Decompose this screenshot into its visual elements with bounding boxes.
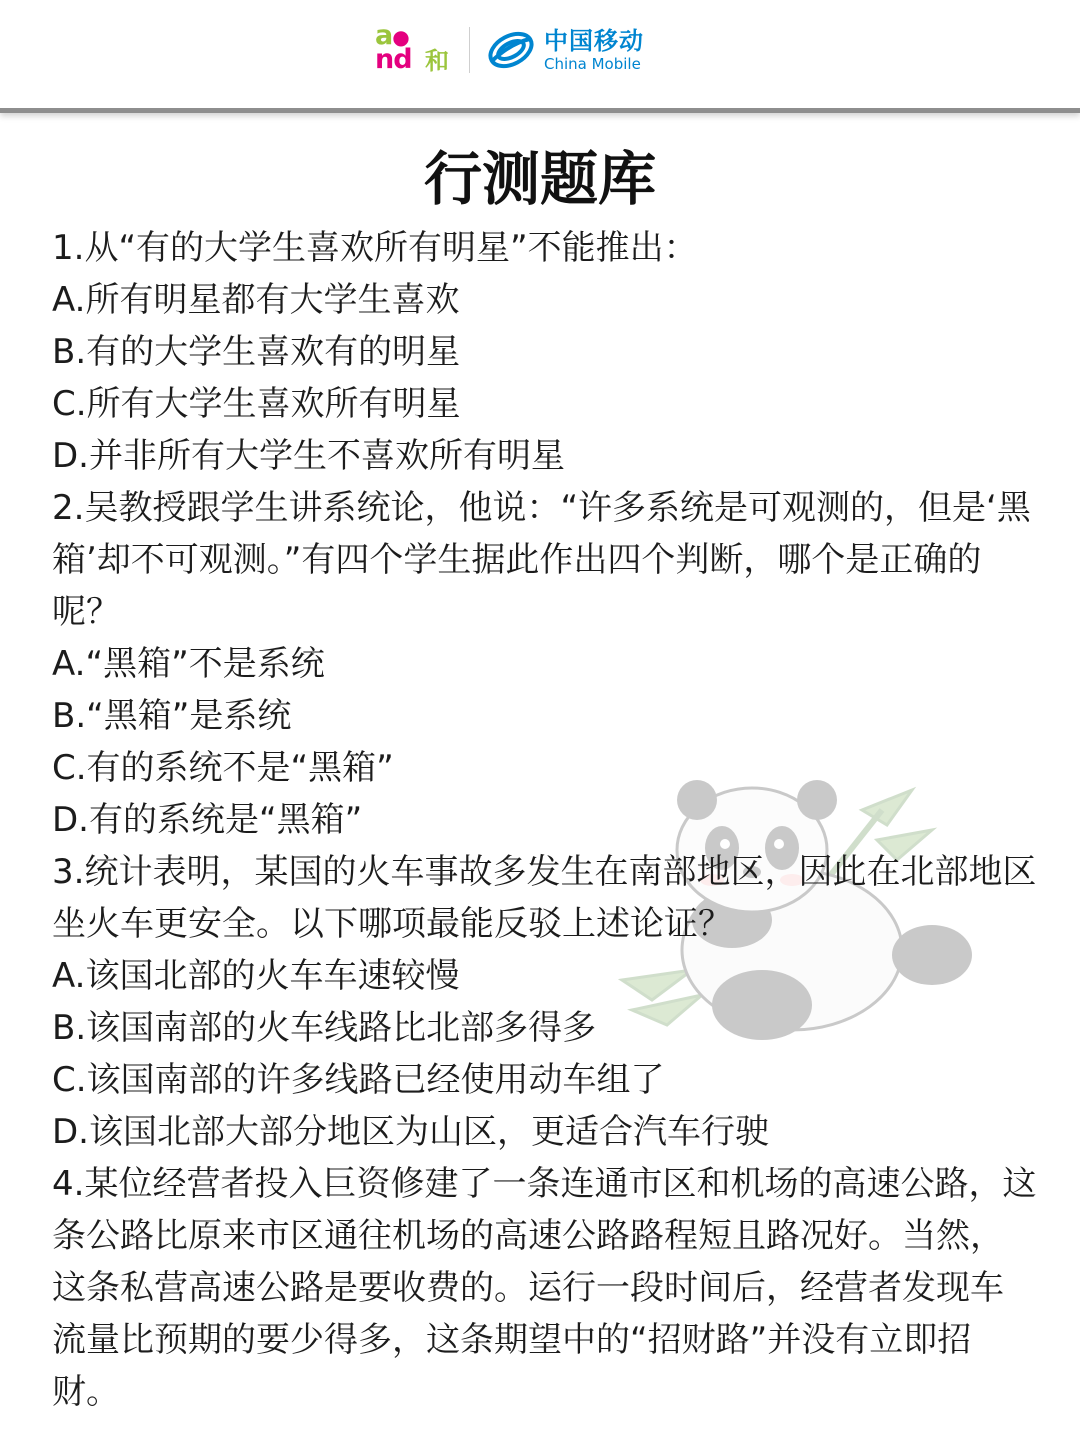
and-logo-text: a●	[375, 20, 409, 51]
option-d: D.有的系统是“黑箱”	[52, 800, 363, 840]
he-logo-text: 和	[425, 47, 449, 75]
question-stem: 3.统计表明，某国的火车事故多发生在南部地区，因此在北部地区坐火车更安全。以下哪项最能反驳上述论证？	[52, 852, 1037, 944]
option-b: B.该国南部的火车线路比北部多得多	[52, 1008, 597, 1048]
china-mobile-logo-icon	[486, 25, 536, 75]
question-stem: 2.吴教授跟学生讲系统论，他说：“许多系统是可观测的，但是‘黑箱’却不可观测。”有四个学生据此作出四个判断，哪个是正确的呢？	[52, 488, 1031, 632]
china-mobile-wordmark	[544, 26, 644, 73]
china-mobile-zh: 中国移动	[544, 26, 644, 55]
option-b: B.“黑箱”是系统	[52, 696, 292, 736]
option-d: D.并非所有大学生不喜欢所有明星	[52, 436, 565, 476]
option-d: D.该国北部大部分地区为山区，更适合汽车行驶	[52, 1112, 769, 1152]
question-stem: 4.某位经营者投入巨资修建了一条连通市区和机场的高速公路，这条公路比原来市区通往机场的高速公路路程短且路况好。当然，这条私营高速公路是要收费的。运行一段时间后，经营者发现车流量比预期的要少得多，这条期望中的“招财路”并没有立即招财。	[52, 1164, 1037, 1412]
question-stem: 1.从“有的大学生喜欢所有明星”不能推出：	[52, 228, 698, 268]
page-title: 行测题库	[423, 145, 656, 213]
brand-logos	[375, 22, 644, 78]
option-b: B.有的大学生喜欢有的明星	[52, 332, 461, 372]
option-c: C.所有大学生喜欢所有明星	[52, 384, 461, 424]
option-a: A.“黑箱”不是系统	[52, 644, 325, 684]
brand-header	[0, 0, 1080, 113]
and-logo-nd: nd	[375, 44, 412, 75]
and-he-logo	[375, 20, 457, 76]
option-a: A.所有明星都有大学生喜欢	[52, 280, 460, 320]
option-c: C.有的系统不是“黑箱”	[52, 748, 394, 788]
china-mobile-en: China Mobile	[544, 54, 641, 73]
option-c: C.该国南部的许多线路已经使用动车组了	[52, 1060, 665, 1100]
question-content	[52, 222, 1037, 1418]
option-a: A.该国北部的火车车速较慢	[52, 956, 460, 996]
logo-divider	[469, 27, 470, 73]
